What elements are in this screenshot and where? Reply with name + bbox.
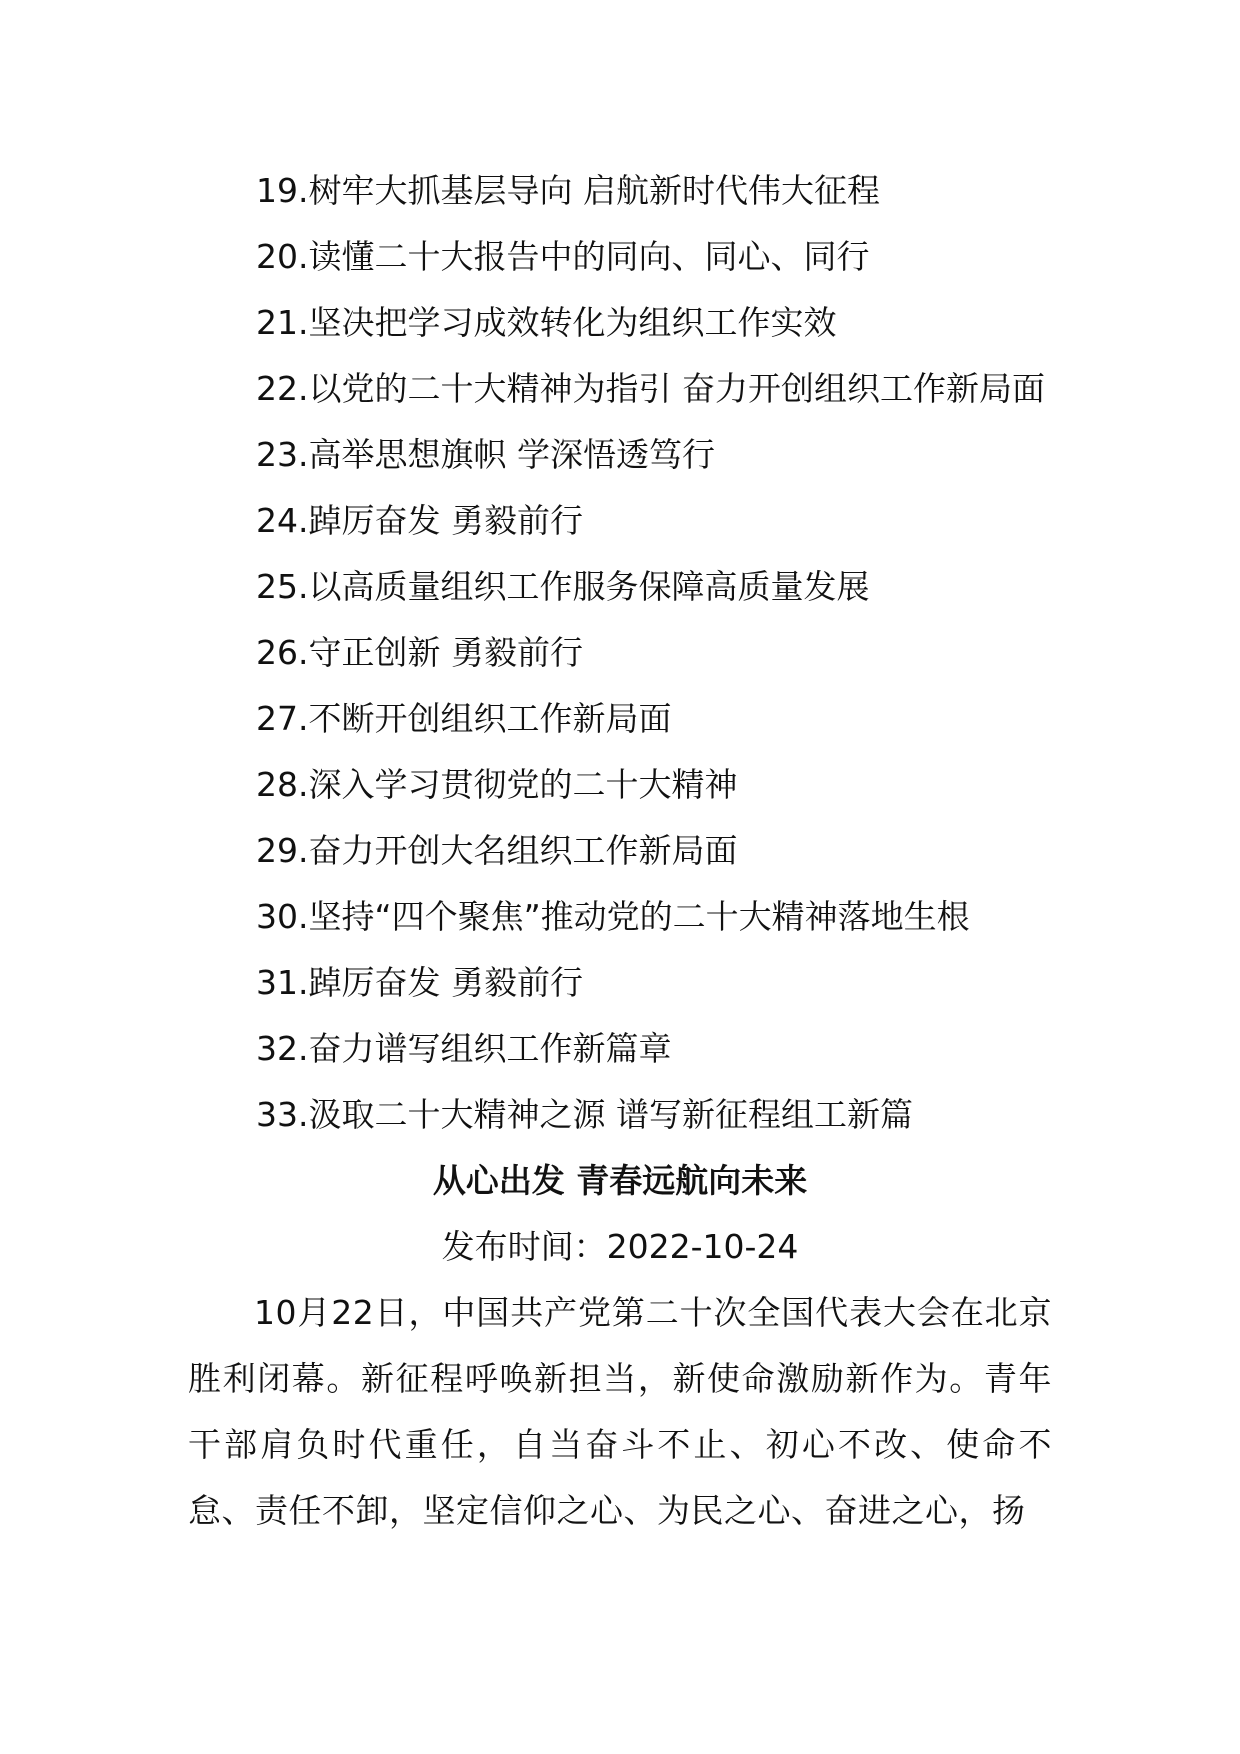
body-paragraph: 10月22日，中国共产党第二十次全国代表大会在北京胜利闭幕。新征程呼唤新担当，新使命激励新作为。青年干部肩负时代重任，自当奋斗不止、初心不改、使命不怠、责任不卸，坚定信仰之心、为民之心、奋进之心，扬 [188, 1293, 1052, 1530]
list-item: 29.奋力开创大名组织工作新局面 [256, 831, 738, 870]
publish-date: 发布时间：2022-10-24 [441, 1227, 799, 1266]
list-item: 19.树牢大抓基层导向 启航新时代伟大征程 [256, 171, 880, 210]
list-item: 33.汲取二十大精神之源 谱写新征程组工新篇 [256, 1095, 913, 1134]
list-item: 21.坚决把学习成效转化为组织工作实效 [256, 303, 837, 342]
list-item: 28.深入学习贯彻党的二十大精神 [256, 765, 738, 804]
list-item: 32.奋力谱写组织工作新篇章 [256, 1029, 672, 1068]
list-item: 26.守正创新 勇毅前行 [256, 633, 583, 672]
list-item: 31.踔厉奋发 勇毅前行 [256, 963, 583, 1002]
list-item: 24.踔厉奋发 勇毅前行 [256, 501, 583, 540]
list-item: 23.高举思想旗帜 学深悟透笃行 [256, 435, 715, 474]
list-item: 30.坚持“四个聚焦”推动党的二十大精神落地生根 [256, 897, 970, 936]
list-item: 22.以党的二十大精神为指引 奋力开创组织工作新局面 [256, 369, 1045, 408]
list-item: 27.不断开创组织工作新局面 [256, 699, 672, 738]
list-item: 25.以高质量组织工作服务保障高质量发展 [256, 567, 870, 606]
list-item: 20.读懂二十大报告中的同向、同心、同行 [256, 237, 870, 276]
article-title: 从心出发 青春远航向未来 [432, 1161, 808, 1200]
article-list [256, 158, 1156, 1148]
